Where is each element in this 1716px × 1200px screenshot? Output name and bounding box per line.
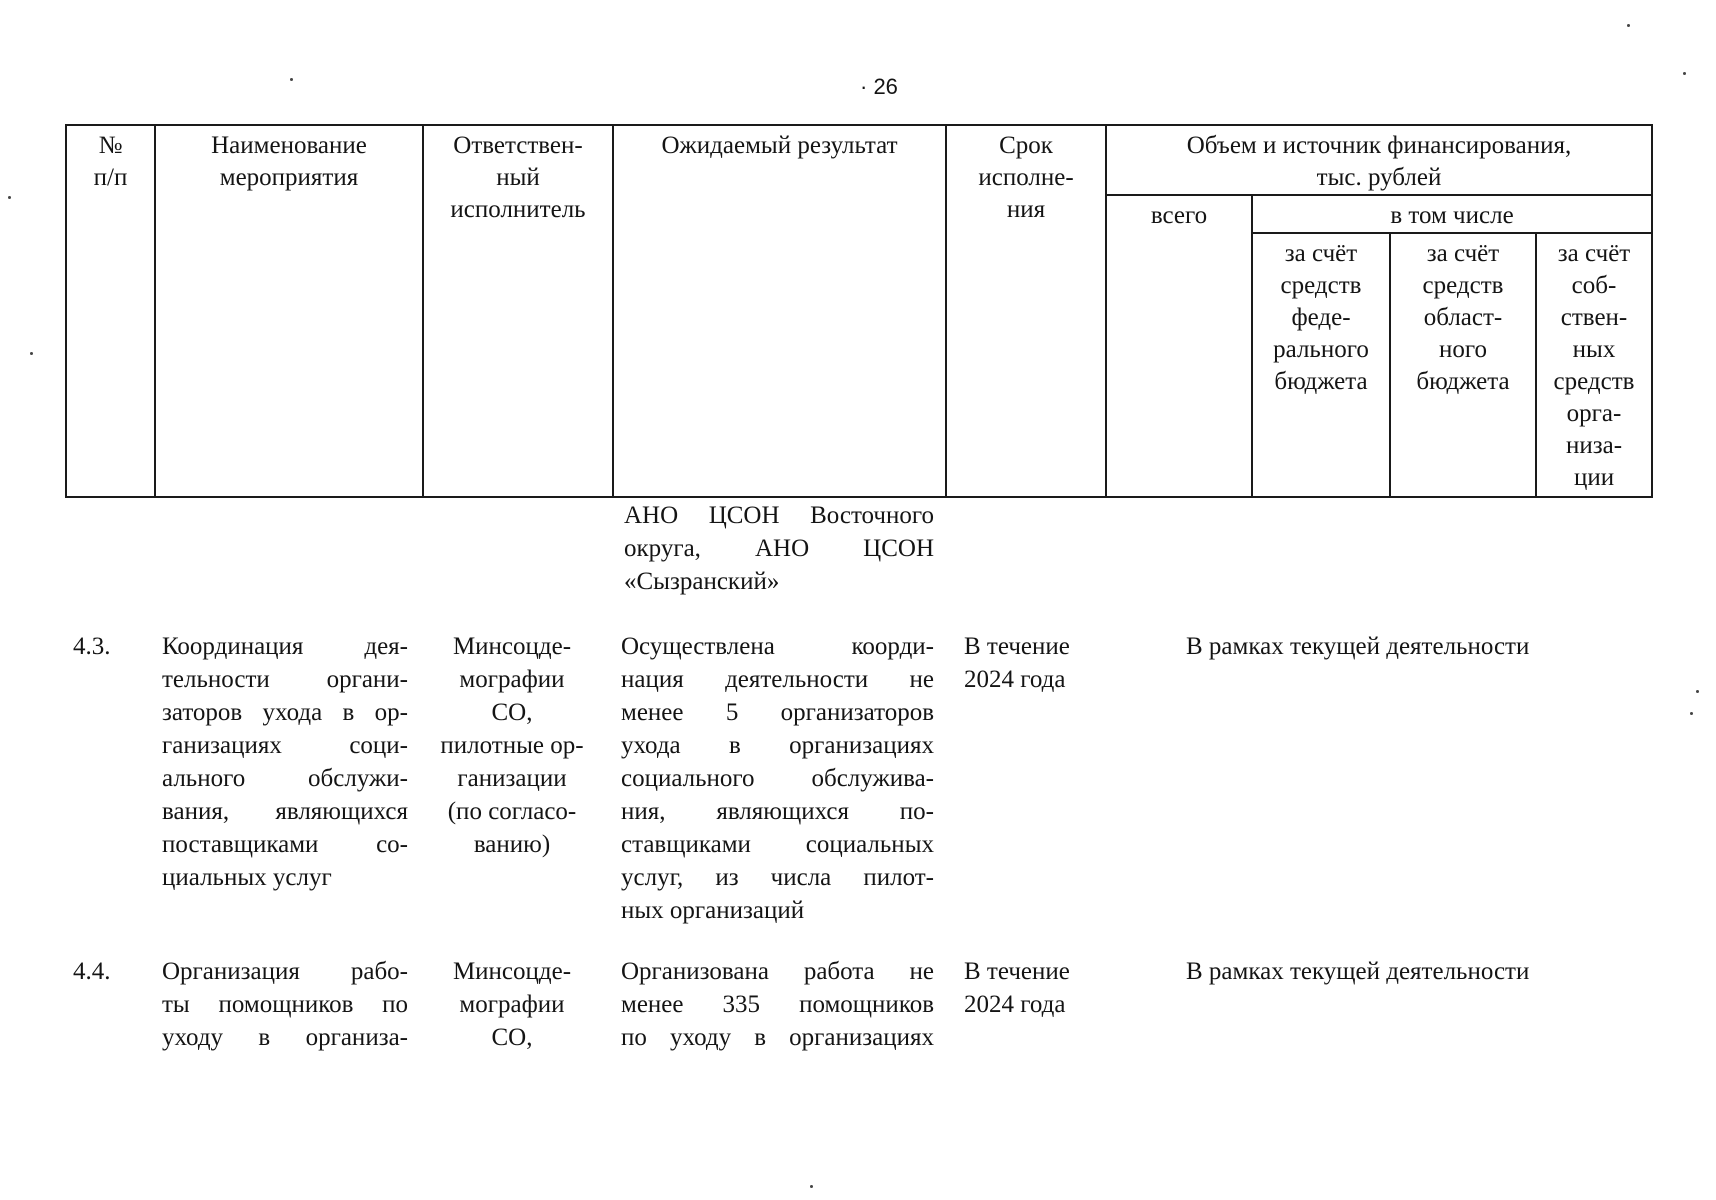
row-4-4-number: 4.4. — [73, 958, 111, 985]
header-col-funding: Объем и источник финансирования, тыс. рублей — [1106, 125, 1652, 195]
page-number: · 26 — [860, 74, 898, 99]
table-header — [65, 124, 1653, 498]
row-4-4-result — [621, 955, 934, 1054]
scan-speck — [810, 1185, 813, 1188]
result-line: ных организаций — [621, 897, 805, 924]
row-4-4-funding: В рамках текущей деятельности — [1186, 958, 1530, 985]
header-col-number: № п/п — [66, 125, 155, 497]
continuation-line: «Сызранский» — [624, 568, 780, 595]
row-4-3-funding: В рамках текущей деятельности — [1186, 633, 1530, 660]
result-line: социального обслужива- — [621, 765, 934, 792]
row-4-3-name — [162, 630, 408, 894]
name-line: заторов ухода в ор- — [162, 699, 408, 726]
scan-speck — [30, 352, 33, 355]
result-line: менее 335 помощников — [621, 991, 934, 1018]
continuation-result — [624, 499, 934, 598]
header-col-including: в том числе — [1252, 195, 1652, 233]
result-line: ухода в организациях — [621, 732, 934, 759]
result-line: ставщиками социальных — [621, 831, 934, 858]
row-4-4-term: В течение 2024 года — [964, 958, 1070, 1018]
header-col-name: Наименование мероприятия — [155, 125, 423, 497]
result-line: по уходу в организациях — [621, 1024, 934, 1051]
scan-speck — [8, 196, 11, 199]
name-line: уходу в организа- — [162, 1024, 408, 1051]
row-4-3-result — [621, 630, 934, 927]
header-col-regional: за счёт средств област- ного бюджета — [1390, 233, 1536, 497]
result-line: услуг, из числа пилот- — [621, 864, 934, 891]
scan-speck — [1627, 24, 1630, 27]
header-col-responsible: Ответствен- ный исполнитель — [423, 125, 613, 497]
row-4-3-term: В течение 2024 года — [964, 633, 1070, 693]
header-col-total: всего — [1106, 195, 1252, 497]
continuation-line: округа, АНО ЦСОН — [624, 535, 934, 562]
scan-speck — [1696, 690, 1699, 693]
name-line: циальных услуг — [162, 864, 332, 891]
result-line: Организована работа не — [621, 958, 934, 985]
name-line: тельности органи- — [162, 666, 408, 693]
row-4-3-number: 4.3. — [73, 633, 111, 660]
scan-speck — [290, 78, 293, 81]
name-line: ганизациях соци- — [162, 732, 408, 759]
header-col-result: Ожидаемый результат — [613, 125, 946, 497]
name-line: ты помощников по — [162, 991, 408, 1018]
name-line: Координация дея- — [162, 633, 408, 660]
name-line: ального обслужи- — [162, 765, 408, 792]
header-col-term: Срок исполне- ния — [946, 125, 1106, 497]
result-line: нация деятельности не — [621, 666, 934, 693]
row-4-4-name — [162, 955, 408, 1054]
result-line: менее 5 организаторов — [621, 699, 934, 726]
name-line: поставщиками со- — [162, 831, 408, 858]
result-line: Осуществлена коорди- — [621, 633, 934, 660]
result-line: ния, являющихся по- — [621, 798, 934, 825]
name-line: вания, являющихся — [162, 798, 408, 825]
row-4-4-responsible: Минсоцде- мографии СО, — [452, 958, 572, 1051]
header-col-own: за счёт соб- ствен- ных средств орга- низа- ции — [1536, 233, 1652, 497]
name-line: Организация рабо- — [162, 958, 408, 985]
scan-speck — [1690, 712, 1693, 715]
header-col-federal: за счёт средств феде- рального бюджета — [1252, 233, 1390, 497]
row-4-3-responsible: Минсоцде- мографии СО, пилотные ор- ганизации (по согласо- ванию) — [440, 633, 584, 858]
continuation-line: АНО ЦСОН Восточного — [624, 502, 934, 529]
scan-speck — [1683, 72, 1686, 75]
